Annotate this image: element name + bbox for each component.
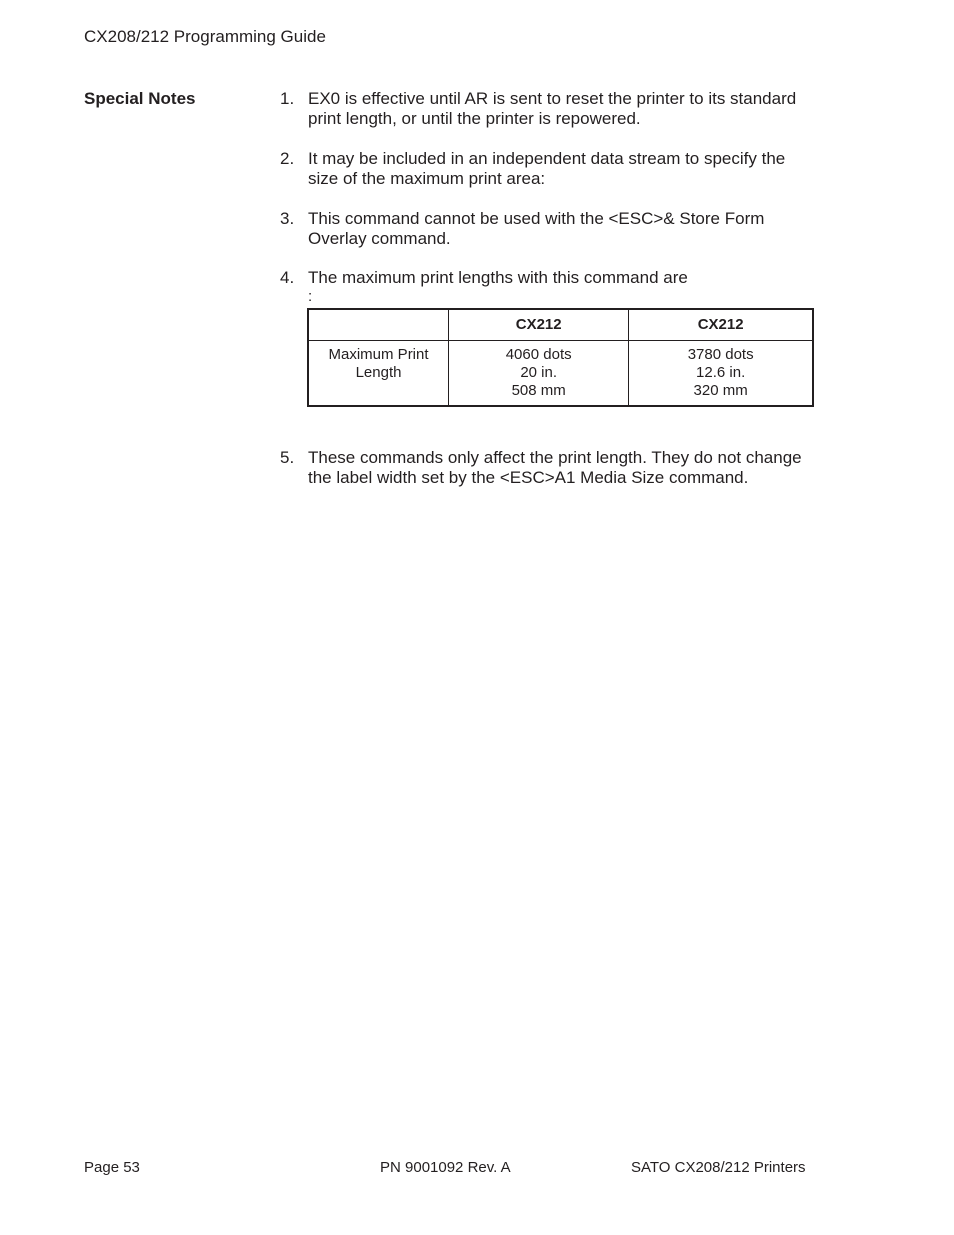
note-text — [308, 448, 820, 488]
note-line: This command cannot be used with the <ESC>& Store Form — [308, 209, 765, 228]
note-number: 3. — [280, 209, 295, 228]
note-number: 5. — [280, 448, 295, 467]
table-cell — [629, 341, 813, 407]
table-header-cell: CX212 — [629, 309, 813, 341]
table-row-label — [308, 341, 449, 407]
footer-part-number: PN 9001092 Rev. A — [380, 1159, 511, 1176]
table-row — [308, 341, 813, 407]
table-cell-line: 12.6 in. — [696, 364, 746, 381]
table-cell-line: Maximum Print — [328, 346, 429, 363]
note-text — [308, 268, 820, 288]
note-line: Overlay command. — [308, 229, 451, 248]
table-header-cell — [308, 309, 449, 341]
table-header-row — [308, 309, 813, 341]
table-cell-line: 320 mm — [693, 382, 748, 399]
note-number: 2. — [280, 149, 295, 168]
note-number: 4. — [280, 268, 295, 287]
table-header-cell: CX212 — [449, 309, 629, 341]
note-trailing-colon: : — [308, 288, 313, 305]
table-cell-line: Length — [355, 364, 402, 381]
note-line: These commands only affect the print length. They do not change — [308, 448, 802, 467]
table-cell-line: 508 mm — [511, 382, 566, 399]
note-line: It may be included in an independent data stream to specify the — [308, 149, 786, 168]
table-cell-line: 20 in. — [520, 364, 558, 381]
note-line: EX0 is effective until AR is sent to reset the printer to its standard — [308, 89, 797, 108]
section-heading: Special Notes — [84, 89, 196, 108]
note-text — [308, 89, 820, 129]
table-cell-line: 3780 dots — [687, 346, 754, 363]
print-length-table — [307, 308, 814, 407]
note-line: The maximum print lengths with this command are — [308, 268, 688, 287]
note-line: size of the maximum print area: — [308, 169, 546, 188]
footer-page-number: Page 53 — [84, 1159, 140, 1176]
note-line: the label width set by the <ESC>A1 Media Size command. — [308, 468, 749, 487]
note-line: print length, or until the printer is repowered. — [308, 109, 641, 128]
table-cell — [449, 341, 629, 407]
note-text — [308, 149, 820, 189]
page-header-title: CX208/212 Programming Guide — [84, 27, 326, 46]
table-cell-line: 4060 dots — [505, 346, 572, 363]
footer-product-name: SATO CX208/212 Printers — [631, 1159, 806, 1176]
note-number: 1. — [280, 89, 295, 108]
note-text — [308, 209, 820, 249]
